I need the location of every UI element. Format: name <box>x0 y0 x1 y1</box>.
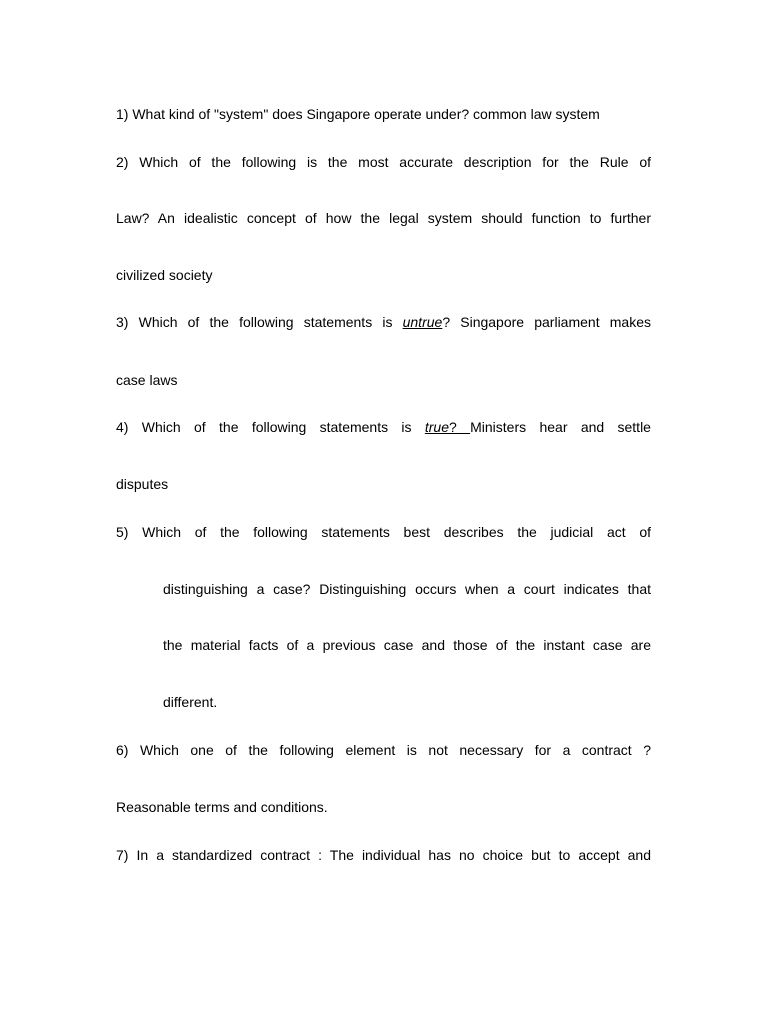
question-4-mark: ? <box>449 419 471 435</box>
question-2-line-3: civilized society <box>116 267 213 283</box>
untrue-emphasis: untrue <box>402 314 443 330</box>
question-4-text-a: 4) Which of the following statements is <box>116 419 425 435</box>
question-2-line-1: 2) Which of the following is the most accurate description for the Rule of <box>116 154 651 170</box>
question-3-line-2: case laws <box>116 372 178 388</box>
question-5-line-1: 5) Which of the following statements best describes the judicial act of <box>116 524 651 540</box>
question-5-line-4: different. <box>163 694 218 710</box>
question-4-line-1 <box>116 418 651 436</box>
question-2-line-2: Law? An idealistic concept of how the legal system should function to further <box>116 210 651 226</box>
true-emphasis: true <box>424 419 449 435</box>
question-5-line-2: distinguishing a case? Distinguishing occurs when a court indicates that <box>163 581 651 597</box>
question-7-line-1: 7) In a standardized contract : The individual has no choice but to accept and <box>116 847 651 863</box>
question-5-line-3: the material facts of a previous case and those of the instant case are <box>163 637 651 653</box>
question-1-line: 1) What kind of "system" does Singapore operate under? common law system <box>116 106 600 122</box>
question-4-line-2: disputes <box>116 476 169 492</box>
question-3-text-a: 3) Which of the following statements is <box>116 314 403 330</box>
question-4-text-b: Ministers hear and settle <box>470 419 651 435</box>
question-6-line-1: 6) Which one of the following element is not necessary for a contract ? <box>116 742 651 758</box>
question-3-line-1 <box>116 313 651 331</box>
question-3-text-b: ? Singapore parliament makes <box>442 314 651 330</box>
question-6-line-2: Reasonable terms and conditions. <box>116 799 328 815</box>
